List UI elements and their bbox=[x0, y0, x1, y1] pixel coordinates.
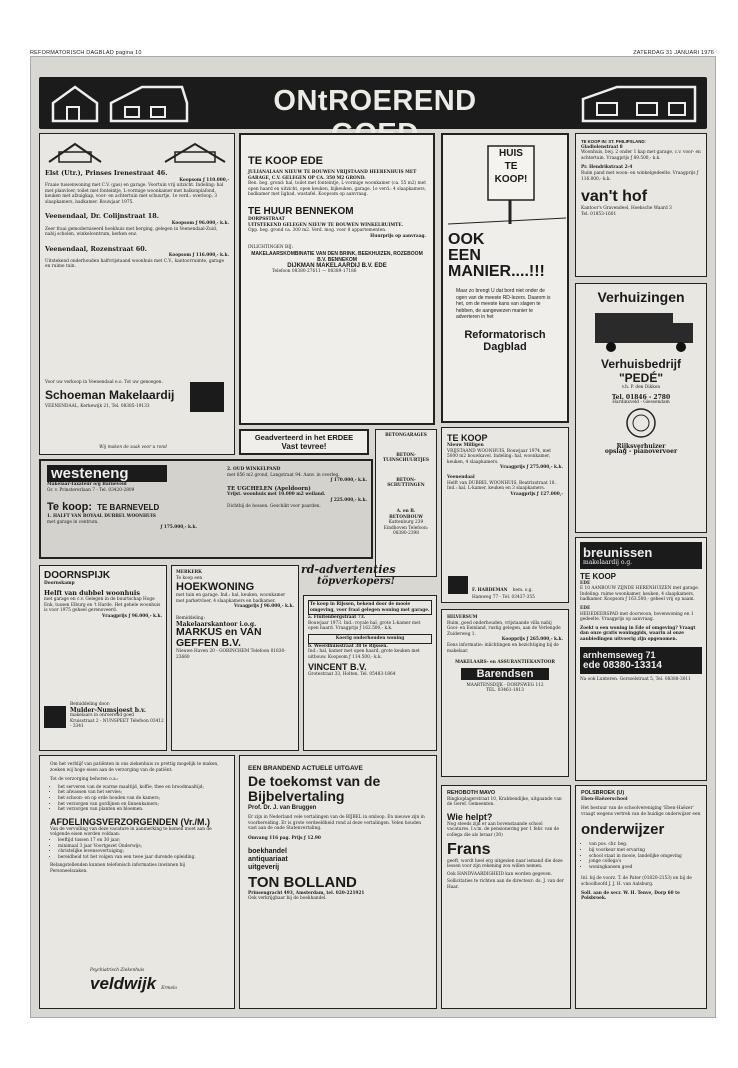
section-banner bbox=[39, 77, 707, 129]
hilversum-price: Koopprijs ƒ 265.000,- k.k. bbox=[501, 637, 563, 643]
polsbroek-head: onderwijzer bbox=[581, 821, 665, 839]
bolland-text: Er zijn in Nederland vele vertalingen van de BIJBEL in omloop. En nieuwe zijn in voorbereiding. Er is grote verdeeldheid rond al deze vertalingen. Velen houden vast aan de oude Statenvertaling. bbox=[248, 815, 425, 832]
verhuizingen-ad bbox=[575, 283, 707, 533]
rd-line-1: rd-advertenties bbox=[301, 563, 396, 576]
bennekom-title: TE HUUR BENNEKOM bbox=[248, 205, 354, 217]
hilversum-title: HILVERSUM bbox=[447, 615, 478, 620]
req-item: • jonge collega's bbox=[589, 859, 701, 865]
veldwijk-logo bbox=[90, 968, 220, 994]
polsbroek-ad bbox=[575, 785, 707, 1009]
listing-2-price: Koopsom ƒ 96.000,- k.k. bbox=[171, 220, 229, 226]
vincent-text-2: Ind.: hal, kamer met open haard, grote keuken met uitbouw. Koopsom ƒ 114.500,- k.k. bbox=[308, 649, 420, 660]
doornspijk-head: Helft van dubbel woonhuis bbox=[44, 588, 140, 597]
banner-title: ONtROEREND bbox=[273, 85, 477, 117]
task-item: • het afwassen van het servies; bbox=[58, 790, 224, 796]
task-item: • het verzorgen van planten en bloemen. bbox=[58, 807, 224, 813]
verhuizingen-city: Hardinxveld - Giessendam bbox=[612, 400, 670, 406]
rd-line-2: töpverkopers! bbox=[317, 576, 395, 587]
vacancy-tasks-label: Tot de verzorging behoren o.a.: bbox=[50, 777, 119, 783]
westeneng-price: ƒ 175.000,- k.k. bbox=[160, 525, 197, 531]
westeneng-price-2: ƒ 170.000,- k.k. bbox=[330, 478, 367, 484]
req-item: • christelijke levensovertuiging; bbox=[58, 849, 224, 855]
vincent-ad bbox=[303, 595, 437, 751]
vacancy-tasks-list bbox=[50, 785, 224, 813]
westeneng-addr: Gr. v. Prinstererlaan 7 - Tel. 03420-2809 bbox=[47, 487, 135, 493]
rehoboth-foot: Sollicitaties te richten aan de directeur: ds. J. van der Haar. bbox=[447, 879, 564, 890]
bolland-kicker: EEN BRANDEND ACTUELE UITGAVE bbox=[248, 765, 363, 772]
hardeman-name-sub: hem. o.g. bbox=[512, 588, 533, 593]
info-agent-text: Telefoon 08380-27611 — 08389-17186 bbox=[272, 269, 357, 275]
vincent-intro: Te koop in Rijssen, bekend door de mooie omgeving, voor fraai gelegen woning met garage. bbox=[308, 600, 432, 615]
hardeman-footer bbox=[448, 576, 566, 601]
doornspijk-agent bbox=[44, 702, 164, 730]
westeneng-price-3: ƒ 225.000,- k.k. bbox=[330, 497, 367, 503]
schoeman-agent bbox=[45, 380, 185, 409]
mulder-logo-icon bbox=[44, 706, 66, 728]
verhuizingen-owner: v.h. P. den Dikken bbox=[621, 385, 661, 390]
vincent-text-1: Bouwjaar 1973. Ind.: royale hal, grote L-kamer met open haard. Vraagprijs ƒ 162.500,- k.k. bbox=[308, 620, 421, 632]
vanthof-title: TE KOOP IN: ST. PHILIPSLAND: bbox=[581, 139, 646, 144]
hardeman-text: VRIJSTAAND WOONHUIS, Bouwjaar 1974, met 5000 m2 bouwkavel. Indeling: hal, woonkamer, keuken, 4 slaapkamers. bbox=[447, 448, 551, 465]
doornspijk-agent-note: Bemiddeling door: bbox=[70, 702, 111, 707]
schoeman-logo bbox=[190, 382, 224, 412]
beton-2: BETON-TUINSCHUURTJES bbox=[382, 452, 430, 464]
breunissen-text-2: HEDEDEERSPAD met doorwoon, bovenwoning en 1 gedeelte. Vraagprijs op aanvraag. bbox=[580, 611, 694, 623]
beton-3: BETON-SCHUTTINGEN bbox=[387, 477, 425, 489]
westeneng-koop bbox=[47, 495, 197, 514]
erdee-ad bbox=[239, 429, 369, 455]
req-item: • leeftijd tussen 17 en 30 jaar; bbox=[58, 838, 224, 844]
seal-icon bbox=[581, 406, 701, 440]
info-agent-2: DIJKMAN MAKELAARDIJ B.V. EDE bbox=[287, 262, 387, 269]
vanthof-name: van't hof bbox=[581, 188, 648, 206]
company-line-2: "PEDÉ" bbox=[618, 371, 664, 385]
doornspijk-ad bbox=[39, 565, 167, 751]
bolland-foot: Ook verkrijgbaar bij de boekhandel. bbox=[248, 896, 327, 902]
bolland-info: Omvang 116 pag. Prijs ƒ 12.90 bbox=[248, 835, 321, 841]
req-item: • bij voorkeur met ervaring bbox=[589, 848, 701, 854]
verhuizingen-title: Verhuizingen bbox=[597, 289, 685, 305]
te-koop-ede-ad bbox=[239, 133, 435, 425]
rehoboth-head: Wie helpt? bbox=[447, 811, 493, 822]
schoeman-listings-ad bbox=[39, 133, 235, 455]
westeneng-ad bbox=[39, 459, 373, 559]
veldwijk-place: Ermelo bbox=[161, 985, 178, 991]
huis-text: Maar zo brengt U dat bord niet onder de ogen van de meeste RD-lezers. Daarom is het, om de meeste kans van slagen te hebben, de aangewezen manier te adverteren in het bbox=[456, 288, 551, 321]
hardeman-price: Vraagprijs ƒ 275.000,- k.k. bbox=[499, 465, 563, 471]
rehoboth-text-2: geeft, wordt heel erg uitgezien naar iemand die deze lessen voor zijn rekening zou willen nemen. bbox=[447, 858, 563, 870]
rehoboth-subject: Frans bbox=[447, 840, 491, 858]
house-outline-icon bbox=[47, 83, 197, 125]
bennekom-price: Huurprijs op aanvraag. bbox=[370, 233, 426, 239]
vacancy-intro: Om het verblijf van patiënten in ons ziekenhuis zo prettig mogelijk te maken, zoeken wij hoge eisen aan de verzorging van de patiënt. bbox=[50, 762, 219, 773]
westeneng-item-2-text: met 856 m2 grond, Langstraat 94. Aanv. in overleg. bbox=[227, 472, 340, 478]
headline-line-3: MANIER....!!! bbox=[448, 263, 545, 280]
westeneng-place-2: TE UGCHELEN (Apeldoorn) bbox=[227, 485, 311, 492]
vincent-head-2: Koerig onderhouden woning bbox=[308, 634, 432, 644]
vacancy-head: AFDELINGSVERZORGENDEN (Vr./M.) bbox=[50, 816, 211, 827]
sign-line-2: TE bbox=[504, 161, 518, 172]
rehoboth-sub: Ringkoplagerstraat 10, Krabbendijke, uitgaande van de Geref. Gemeenten. bbox=[447, 796, 562, 808]
rehoboth-ad bbox=[441, 785, 571, 1009]
westeneng-item-text: met garage in centrum. bbox=[47, 519, 99, 525]
req-item: • school staat in mooie, landelijke omgeving bbox=[589, 854, 701, 860]
erdee-line-2: Vast tevree! bbox=[281, 442, 327, 451]
bennekom-text-b: Opp. beg. grond ca. 300 m2. Verd. mog. voor 8 appartementen. bbox=[248, 228, 387, 234]
huis-headline bbox=[448, 232, 562, 280]
vincent-addr: Grotestraat 33, Holten. Tel. 05483-1864 bbox=[308, 672, 396, 678]
req-item: • minimaal 3 jaar Voortgezet Onderwijs; bbox=[58, 844, 224, 850]
task-item: • het schoon- en op orde houden van de kamers; bbox=[58, 796, 224, 802]
breunissen-place: EDE bbox=[580, 580, 591, 586]
listing-2-title: Veenendaal, Dr. Colijnstraat 18. bbox=[45, 212, 159, 221]
newspaper-page bbox=[30, 56, 716, 1018]
bolland-author: Prof. Dr. J. van Bruggen bbox=[248, 804, 317, 811]
polsbroek-foot: Inl. bij de voorz. T. de Pater (01820-2153) en bij de schoolhoofd J. J. H. van Aalsburg. bbox=[581, 876, 692, 887]
merkerk-price: Vraagprijs ƒ 96.000,- k.k. bbox=[233, 604, 294, 610]
hardeman-ad bbox=[441, 427, 569, 603]
breunissen-logo bbox=[580, 542, 702, 569]
vacancy-text: Van de vervulling van deze vacature in aanmerking te komen moet aan de volgende eisen worden voldaan: bbox=[50, 826, 212, 838]
breunissen-text: E 10 AANBOUW ZIJNDE HERENHUIZEN met garage. Indeling: ruime woonkamer, keuken, 4 slaapkamers, badkamer. Koopsom ƒ 163.500,- geheel vrij op naam. bbox=[580, 586, 700, 603]
erdee-line-1: Geadverteerd in het ERDEE bbox=[254, 433, 354, 442]
vincent-addr-2: b. Weerdhuisstraat 38 te Rijssen. bbox=[308, 643, 388, 649]
beton-addr: Kattenburg 239 Eindhoven Telefoon: 08380-2398 bbox=[383, 520, 429, 537]
verhuizingen-sub-1: Rijksverhuizer bbox=[616, 442, 666, 450]
info-label: INLICHTINGEN BIJ: bbox=[248, 245, 293, 251]
listing-1-price: Koopsom ƒ 110.000,- bbox=[179, 177, 229, 183]
req-item: • van pos. chr. beg. bbox=[589, 842, 701, 848]
hardeman-price-2: Vraagprijs ƒ 127.000,- bbox=[510, 491, 563, 497]
merkerk-text: met tuin en garage. Ind.: hal, keuken, woonkamer met parketvloer, 4 slaapkamers en badkamer. bbox=[176, 593, 286, 604]
hilversum-label: MAKELAARS- en ASSURANTIEKANTOOR bbox=[455, 660, 555, 666]
doornspijk-title: DOORNSPIJK bbox=[44, 570, 111, 581]
bolland-title: De toekomst van de Bijbelvertaling bbox=[248, 772, 381, 804]
hardeman-place-2: Veenendaal bbox=[447, 474, 475, 480]
doornspijk-agent: Mulder-Numsjoest b.v. bbox=[70, 706, 147, 714]
koop-label: Te koop: bbox=[47, 501, 93, 514]
rd-advertenties-slogan bbox=[301, 563, 437, 591]
sign-line-3: KOOP! bbox=[494, 174, 528, 185]
listing-3-title: Veenendaal, Rozenstraat 60. bbox=[45, 244, 147, 253]
merkerk-sub: Te koop een bbox=[176, 575, 203, 581]
building-outline-icon bbox=[577, 83, 701, 125]
hardeman-text-2: Helft van DUBBEL WOONHUIS, Beatrixstraat 18. Ind.: hal, L-kamer, keuken en 3 slaapkamers. bbox=[447, 480, 556, 492]
hardeman-addr: Hamweg 77 - Tel. 03437-355 bbox=[472, 595, 535, 600]
hilversum-ad bbox=[441, 609, 569, 777]
listing-2-text: Zeer fraai gemoderniseerd hoekhuis met berging, gelegen in Veenendaal-Zuid, nabij scholen, winkelcentrum, kerken enz. bbox=[45, 226, 218, 238]
beton-1: BETONGARAGES bbox=[385, 433, 427, 438]
westeneng-logo: westeneng bbox=[47, 465, 167, 482]
ede-title: TE KOOP EDE bbox=[248, 155, 323, 167]
breunissen-place-2: EDE bbox=[580, 605, 591, 611]
polsbroek-sub: Eben-Haëzerschool bbox=[581, 796, 628, 802]
agent-note: Voor uw verkoop in Veenendaal e.o. Tot uw genoegen. bbox=[45, 380, 163, 385]
merkerk-head: HOEKWONING bbox=[176, 581, 255, 594]
sign-line-1: HUIS bbox=[499, 148, 523, 159]
schoeman-footer: Wij maken de zaak voor u rond bbox=[99, 445, 167, 451]
task-item: • het verzorgen van gordijnen en linnenkamers; bbox=[58, 802, 224, 808]
vanthof-addr-2: Pr. Hendrikstraat 2-4 bbox=[581, 165, 633, 171]
westeneng-col-2 bbox=[227, 467, 367, 509]
polsbroek-text: Het bestuur van de schoolvereniging 'Eben-Haëzer' vraagt wegens vertrek van de huidige onderwijzer een bbox=[581, 806, 701, 817]
listing-3-price: Koopsom ƒ 116.000,- k.k. bbox=[168, 253, 229, 259]
breunissen-footer: Na ook Lunteren. Gorsselstraat 5, Tel. 08388-3011 bbox=[580, 676, 691, 682]
merkerk-ad bbox=[171, 565, 299, 751]
paper-name: Reformatorisch Dagblad bbox=[464, 328, 546, 353]
rehoboth-text: Nog steeds zijn er aan bovenstaande school vacatures. I.v.m. de pensionering per 1 febr. van de collega die als leraar (30) bbox=[447, 821, 560, 838]
vacancy-foot: Belangstellenden kunnen telefonisch informaties inwinnen bij Personeelszaken. bbox=[50, 863, 186, 874]
merkerk-agent: Makelaarskantoor i.o.g. bbox=[176, 620, 257, 628]
listing-1-title: Elst (Utr.), Prinses Irenestraat 46. bbox=[45, 169, 168, 177]
doornspijk-agent-sub: makelaars in onroerend goed bbox=[70, 713, 135, 719]
store-line-1: boekhandel bbox=[248, 847, 287, 855]
westeneng-sub: Makelaar-Taxateur o/g Barneveld bbox=[47, 482, 127, 487]
doornspijk-agent-text: Kruisstraat 2 - NUNSPEET Telefoon 03412 - 3341 bbox=[70, 718, 164, 730]
barendsen-tel: TEL. 03461-1813 bbox=[486, 688, 524, 694]
westeneng-item: 1. HALFT VAN ROYAAL DUBBEL WOONHUIS bbox=[47, 514, 156, 520]
merkerk-agent-2: MARKUS en VAN GEFFEN B.V. bbox=[176, 626, 262, 650]
westeneng-item-2: 2. OUD WINKELPAND bbox=[227, 467, 281, 472]
rehoboth-text-3: Ook HANDVAARDIGHEID kan worden gegeven. bbox=[447, 871, 553, 877]
hardeman-title: TE KOOP bbox=[447, 433, 488, 443]
req-item: • woningkansen goed bbox=[589, 865, 701, 871]
sign-text bbox=[488, 147, 534, 186]
breunissen-ad bbox=[575, 537, 707, 781]
huis-te-koop-ad bbox=[441, 133, 569, 423]
verhuizingen-tel: Tel. 01846 - 2780 bbox=[611, 393, 671, 401]
agent-name: Schoeman Makelaardij bbox=[45, 387, 175, 402]
store-line-2: antiquariaat bbox=[248, 855, 288, 863]
breunissen-street: arnhemseweg 71 bbox=[583, 649, 656, 660]
headline-line-1: OOK bbox=[448, 231, 485, 248]
hardeman-logo-icon bbox=[448, 576, 468, 594]
westeneng-item-3: Vrijst. woonhuis met 10.000 m2 weiland. bbox=[227, 492, 326, 498]
breunissen-sub: makelaardij o.g. bbox=[583, 559, 633, 566]
hardeman-place: Nieuw Milligen bbox=[447, 443, 484, 448]
rehoboth-title: REHOBOTH MAVO bbox=[447, 790, 496, 796]
verhuizingen-sub-2: opslag - pianovervoer bbox=[604, 448, 678, 456]
breunissen-title: TE KOOP bbox=[580, 571, 617, 581]
vanthof-text-1: Woonhuis, bwj. 2 onder 1 kap met garage, c.v. voor- en achtertuin. Vraagprijs ƒ 89.500,- k.k. bbox=[581, 150, 701, 161]
bolland-store bbox=[248, 848, 428, 872]
breunissen-phone-box bbox=[580, 647, 702, 674]
merkerk-addr: Nieuwe Haven 20 - GORINCHEM Telefoon 01830-23660 bbox=[176, 649, 286, 660]
ede-text: Ben. beg. grond: hal, toilet met fonteintje, L-vormige woonkamer (ca. 55 m2) met open haard en uitzicht, open keuken, bijkeuken, garage. 1e verd.: 4 slaapkamers, badkamer met ligbad, wastafel. Koopsom op aanvraag. bbox=[248, 181, 426, 198]
task-item: • het serveren van de warme maaltijd, koffie, thee en broodmaaltijd; bbox=[58, 785, 224, 791]
agent-text: VEENENDAAL, Kerkewijk 21, Tel. 08385-19133 bbox=[45, 403, 150, 409]
polsbroek-title: POLSBROEK (U) bbox=[581, 790, 625, 796]
moving-truck-icon bbox=[581, 305, 701, 353]
barendsen-logo: Barendsen bbox=[461, 668, 549, 680]
vanthof-text-2: Ruim pand met woon- en winkelgedeelte. Vraagprijs ƒ 116.000,- k.k. bbox=[581, 170, 699, 182]
hilversum-text: Ruim, goed onderhouden, vrijstaande villa nabij Gooi- en Eemland, rustig gelegen, aan de Verlengde Zuiderweg 1. bbox=[447, 620, 561, 637]
doornspijk-text: met garage en c.v. Gelegen in de buurtschap Hoge Enk, tussen Elburg en 't Harde. Het gehele woonhuis is voor 1975 geheel gerenoveerd. bbox=[44, 597, 161, 614]
hardeman-name: F. HARDEMAN bbox=[472, 588, 508, 593]
vanthof-sub: Kantoor's Gravendeel, Hoeksche Waard 3 bbox=[581, 206, 672, 212]
vincent-addr-1: a. Fluitenbergstraat 73. bbox=[308, 615, 366, 621]
betongarages-ad bbox=[375, 429, 437, 577]
company-line-1: Verhuisbedrijf bbox=[600, 357, 682, 371]
westeneng-item-3-text: Dichtbij de bossen. Geschikt voor paarden. bbox=[227, 503, 321, 509]
store-line-3: uitgeverij bbox=[248, 863, 280, 871]
req-item: • bereidheid tot het volgen van een twee jaar durende opleiding. bbox=[58, 855, 224, 861]
info-agent: MAKELAARSKOMBINATIE VAN DEN BRINK, BEEKHUIZEN, ROZEBOOM B.V. BENNEKOM bbox=[251, 250, 423, 264]
bolland-name: TON BOLLAND bbox=[248, 873, 357, 891]
vacancy-req-list bbox=[50, 838, 224, 860]
barendsen-addr: MAARTENSDIJK - DORPSWEG 112 bbox=[466, 682, 544, 688]
house-sketch-icon bbox=[45, 138, 229, 166]
vincent-name: VINCENT B.V. bbox=[308, 662, 367, 673]
beton-name: A. en B. BETONBOUW bbox=[389, 508, 423, 520]
vanthof-addr-1: Gladiolenstraat 8 bbox=[581, 144, 623, 150]
koop-place: TE BARNEVELD bbox=[97, 503, 160, 513]
polsbroek-list bbox=[581, 842, 701, 870]
polsbroek-foot-2: Soll. aan de secr. W. H. Tenve, Dorp 60 te Polsbroek. bbox=[581, 890, 680, 902]
headline-line-2: EEN bbox=[448, 247, 481, 264]
bennekom-text: UITSTEKEND GELEGEN NIEUW TE BOUWEN WINKELRUIMTE. bbox=[248, 222, 404, 228]
ede-subtitle: JULIANALAAN NIEUW TE BOUWEN VRIJSTAAND HEERENHUIS MET GARAGE, C.V. GELEGEN OP CA. 350 M2 GROND. bbox=[248, 170, 417, 181]
vant-hof-ad bbox=[575, 133, 707, 277]
bolland-addr: Prinsengracht 493, Amsterdam, tel. 020-221921 bbox=[248, 890, 365, 896]
merkerk-title: MERKERK bbox=[176, 570, 202, 575]
listing-3-text: Uitstekend onderhouden halfvrijstaand woonhuis met C.V., kantoorruimte, garage en ruime tuin. bbox=[45, 258, 225, 270]
vanthof-tel: Tel. 01853-1601 bbox=[581, 211, 617, 217]
veldwijk-name: veldwijk bbox=[90, 973, 157, 993]
bennekom-sub: DORPSSTRAAT bbox=[248, 216, 285, 222]
breunissen-name: breunissen bbox=[583, 545, 653, 560]
ton-bolland-ad bbox=[239, 755, 437, 1009]
veldwijk-sub: Psychiatrisch Ziekenhuis bbox=[90, 968, 145, 973]
breunissen-cta: Zoekt u een woning in Ede of omgeving? Vraagt dan onze gratis woninggids, waarin al onze aanbiedingen uitvoerig zijn opgenomen. bbox=[580, 625, 696, 642]
running-header-left: REFORMATORISCH DAGBLAD pagina 10 bbox=[30, 50, 142, 56]
hilversum-note: Eens informatie: inlichtingen en bezichtiging bij de makelaar. bbox=[447, 642, 559, 654]
doornspijk-sub: Doornskamp bbox=[44, 581, 75, 586]
veldwijk-vacancy-ad bbox=[39, 755, 235, 1009]
running-header-right: ZATERDAG 31 JANUARI 1976 bbox=[633, 50, 714, 56]
merkerk-agent-note: Bemiddeling: bbox=[176, 615, 205, 621]
listing-1-text: Fraaie tussenwoning met C.V. (gas) en garage. Voortuin vrij uitzicht. Indeling: hal met planvloer, toilet met fonteintje, L-vormige woonkamer met balkonplafond, keuken met afzuigkap, voor- en achtertuin met schuurtje, 1e verd.: overloop, 3 slaapkamers, badkamer. Bouwjaar 1975. bbox=[45, 183, 224, 205]
breunissen-phone: ede 08380-13314 bbox=[583, 659, 662, 671]
doornspijk-price: Vraagprijs ƒ 96.000,- k.k. bbox=[101, 613, 162, 619]
